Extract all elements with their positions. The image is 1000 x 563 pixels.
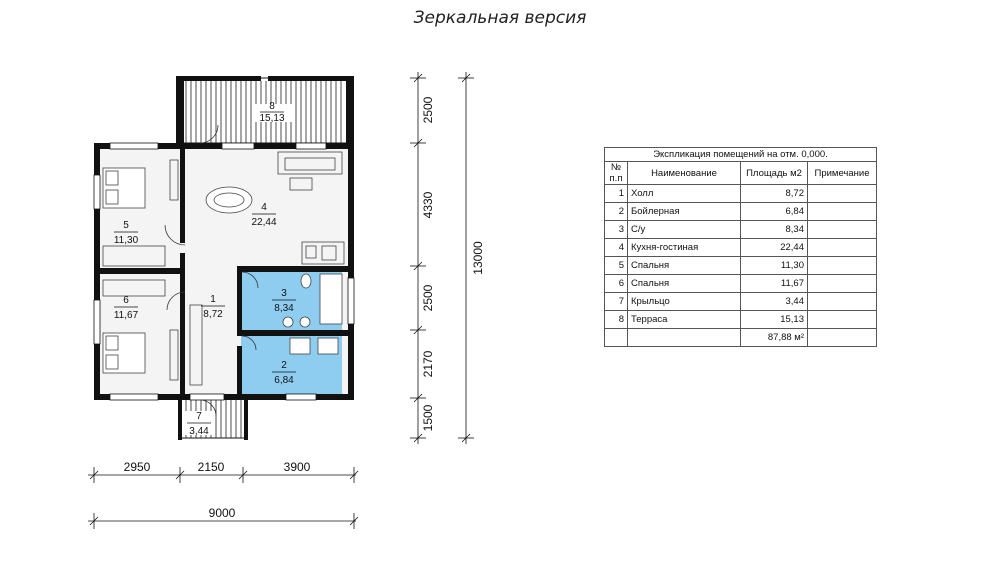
dimension-label: 2950 — [123, 460, 151, 474]
cell-name: Бойлерная — [628, 203, 741, 221]
cell-num: 6 — [605, 275, 628, 293]
bottom-dimension-labels — [124, 460, 311, 520]
cell-note — [808, 203, 877, 221]
header-name: Наименование — [628, 162, 741, 185]
cell-num: 8 — [605, 311, 628, 329]
cell-area: 11,67 — [741, 275, 808, 293]
room-area: 11,30 — [113, 235, 139, 246]
dimension-label: 2150 — [197, 460, 225, 474]
dimension-label: 13000 — [471, 241, 485, 275]
room-area: 8,72 — [203, 309, 223, 320]
room-number: 2 — [281, 360, 287, 371]
dimension-label: 4330 — [421, 191, 435, 219]
total-area: 87,88 м² — [741, 329, 808, 347]
room-explication-table — [604, 147, 877, 347]
cell-note — [808, 239, 877, 257]
terrace — [176, 76, 354, 146]
room-number: 6 — [123, 295, 129, 306]
dimension-label: 1500 — [421, 404, 435, 432]
cell-area: 8,34 — [741, 221, 808, 239]
room-area: 15,13 — [259, 113, 285, 124]
cell-num: 1 — [605, 185, 628, 203]
room-area: 22,44 — [251, 217, 277, 228]
cell-num: 3 — [605, 221, 628, 239]
cell-num: 4 — [605, 239, 628, 257]
room-area: 8,34 — [274, 303, 294, 314]
dimension-label: 2500 — [421, 96, 435, 124]
cell-note — [808, 185, 877, 203]
cell-num: 2 — [605, 203, 628, 221]
table-row — [605, 257, 877, 275]
room-number: 5 — [123, 220, 129, 231]
cell-area: 6,84 — [741, 203, 808, 221]
table-row — [605, 203, 877, 221]
right-dimensions — [410, 72, 474, 444]
table-caption: Экспликация помещений на отм. 0,000. — [605, 148, 877, 162]
cell-note — [808, 221, 877, 239]
header-area: Площадь м2 — [741, 162, 808, 185]
cell-note — [808, 329, 877, 347]
table-total-row — [605, 329, 877, 347]
cell-name: Спальня — [628, 257, 741, 275]
dimension-label: 3900 — [283, 460, 311, 474]
room-area: 3,44 — [189, 426, 209, 437]
table-row — [605, 275, 877, 293]
cell-name: Холл — [628, 185, 741, 203]
cell-note — [808, 311, 877, 329]
room-area: 11,67 — [113, 310, 139, 321]
header-note: Примечание — [808, 162, 877, 185]
cell-note — [808, 275, 877, 293]
cell-name: С/у — [628, 221, 741, 239]
cell-area: 15,13 — [741, 311, 808, 329]
right-dimension-labels — [421, 96, 485, 431]
cell-name: Спальня — [628, 275, 741, 293]
cell-note — [808, 293, 877, 311]
cell-num: 5 — [605, 257, 628, 275]
dimension-label: 2170 — [421, 350, 435, 378]
room-number: 7 — [196, 411, 202, 422]
room-area: 6,84 — [274, 375, 294, 386]
cell-name: Кухня-гостиная — [628, 239, 741, 257]
cell-area: 3,44 — [741, 293, 808, 311]
table-row — [605, 239, 877, 257]
page-title: Зеркальная версия — [413, 8, 587, 28]
cell-num: 7 — [605, 293, 628, 311]
cell-name: Крыльцо — [628, 293, 741, 311]
cell-num — [605, 329, 628, 347]
cell-area: 11,30 — [741, 257, 808, 275]
cell-area: 22,44 — [741, 239, 808, 257]
room-number: 3 — [281, 288, 287, 299]
table-row — [605, 185, 877, 203]
dimension-label: 9000 — [208, 506, 236, 520]
table-row — [605, 221, 877, 239]
room-number: 8 — [269, 101, 275, 112]
header-num: № п.п — [605, 162, 628, 185]
room-number: 1 — [210, 294, 216, 305]
room-number: 4 — [261, 202, 267, 213]
cell-note — [808, 257, 877, 275]
table-row — [605, 311, 877, 329]
cell-name: Терраса — [628, 311, 741, 329]
cell-name — [628, 329, 741, 347]
dimension-label: 2500 — [421, 284, 435, 312]
cell-area: 8,72 — [741, 185, 808, 203]
table-row — [605, 293, 877, 311]
